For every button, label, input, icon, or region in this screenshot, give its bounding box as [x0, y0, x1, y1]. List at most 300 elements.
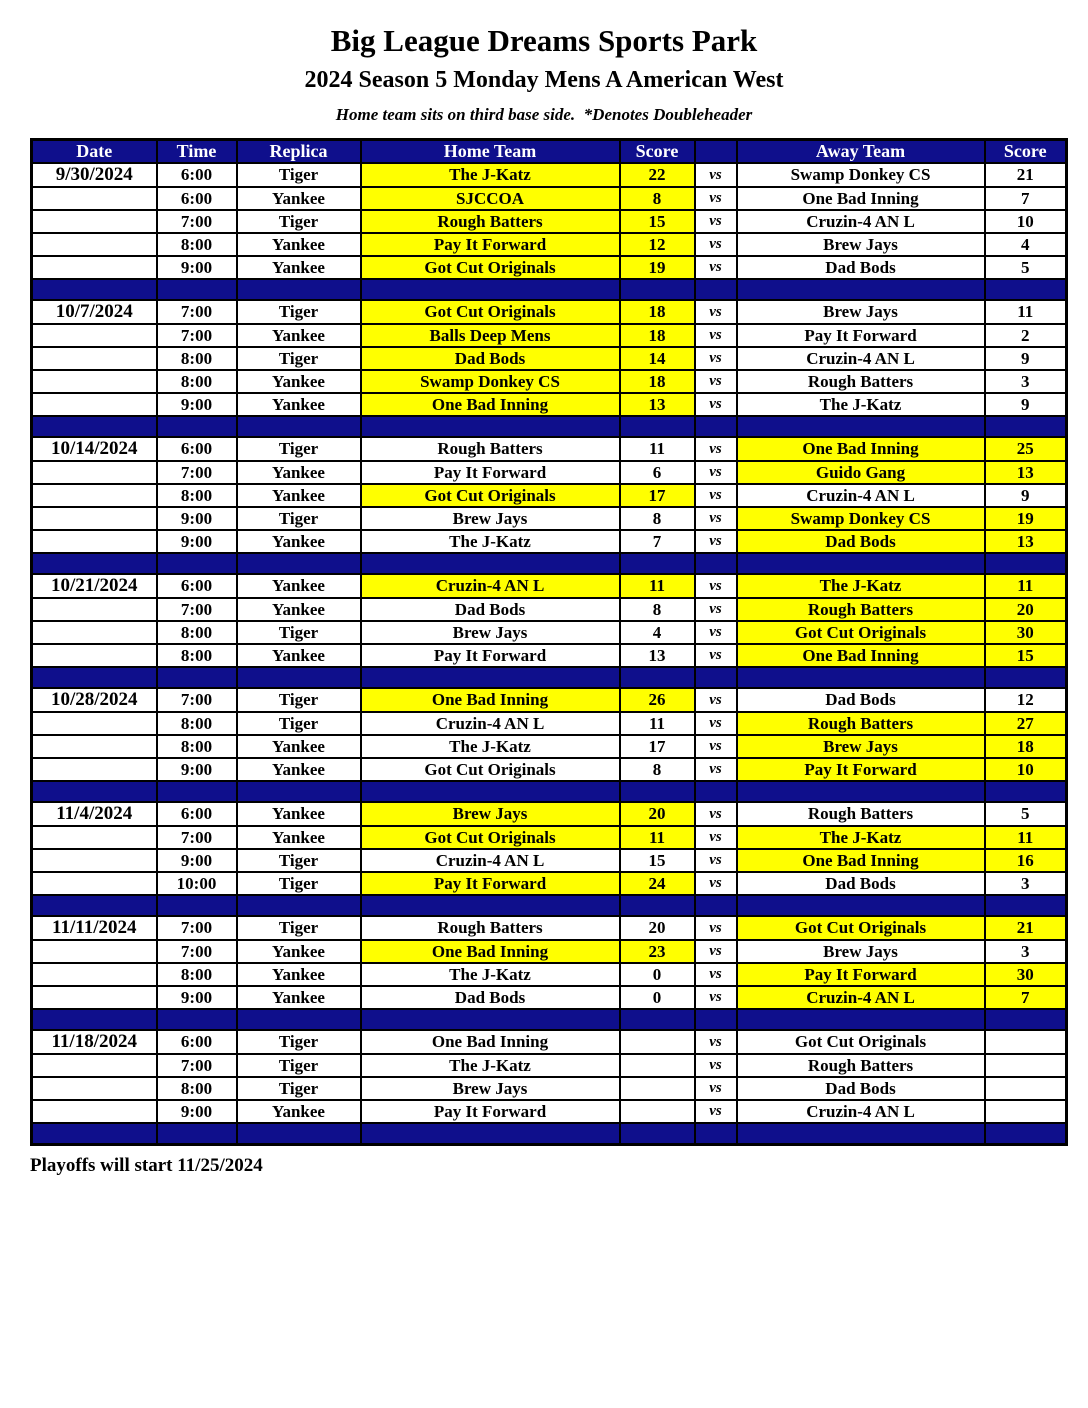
- separator-cell: [32, 781, 157, 802]
- separator-cell: [361, 279, 620, 300]
- separator-cell: [695, 781, 737, 802]
- home-score-cell: 22: [620, 163, 695, 187]
- away-score-cell: 27: [985, 712, 1067, 735]
- vs-cell: vs: [695, 802, 737, 826]
- game-row: [32, 256, 1067, 279]
- separator-cell: [32, 1009, 157, 1030]
- game-row: [32, 1077, 1067, 1100]
- vs-cell: vs: [695, 1077, 737, 1100]
- home-score-cell: 19: [620, 256, 695, 279]
- separator-cell: [237, 1123, 361, 1144]
- game-row: [32, 986, 1067, 1009]
- date-cell: [32, 849, 157, 872]
- separator-cell: [157, 1123, 237, 1144]
- home-score-cell: 11: [620, 826, 695, 849]
- time-cell: 6:00: [157, 187, 237, 210]
- home-team-cell: Cruzin-4 AN L: [361, 849, 620, 872]
- home-score-cell: 20: [620, 916, 695, 940]
- home-score-cell: 24: [620, 872, 695, 895]
- away-score-cell: 18: [985, 735, 1067, 758]
- replica-cell: Tiger: [237, 621, 361, 644]
- date-cell: [32, 233, 157, 256]
- separator-cell: [985, 781, 1067, 802]
- time-cell: 6:00: [157, 1030, 237, 1054]
- replica-cell: Yankee: [237, 256, 361, 279]
- date-cell: [32, 986, 157, 1009]
- time-cell: 7:00: [157, 210, 237, 233]
- game-row: [32, 484, 1067, 507]
- game-row: [32, 324, 1067, 347]
- replica-cell: Yankee: [237, 802, 361, 826]
- separator-cell: [737, 553, 985, 574]
- home-team-cell: Dad Bods: [361, 598, 620, 621]
- separator-row: [32, 895, 1067, 916]
- home-team-cell: Rough Batters: [361, 437, 620, 461]
- home-team-cell: The J-Katz: [361, 735, 620, 758]
- col-header-away-score: Score: [985, 140, 1067, 164]
- date-cell: [32, 712, 157, 735]
- home-team-cell: Rough Batters: [361, 916, 620, 940]
- home-team-cell: Pay It Forward: [361, 233, 620, 256]
- away-team-cell: Got Cut Originals: [737, 1030, 985, 1054]
- header-row: [32, 140, 1067, 164]
- away-score-cell: 9: [985, 393, 1067, 416]
- separator-cell: [620, 279, 695, 300]
- date-cell: [32, 826, 157, 849]
- vs-cell: vs: [695, 849, 737, 872]
- vs-cell: vs: [695, 621, 737, 644]
- home-score-cell: 18: [620, 324, 695, 347]
- home-score-cell: 11: [620, 437, 695, 461]
- date-cell: [32, 210, 157, 233]
- replica-cell: Yankee: [237, 986, 361, 1009]
- page-subtitle: 2024 Season 5 Monday Mens A American West: [304, 67, 784, 94]
- replica-cell: Tiger: [237, 300, 361, 324]
- separator-cell: [620, 667, 695, 688]
- vs-cell: vs: [695, 210, 737, 233]
- away-team-cell: One Bad Inning: [737, 187, 985, 210]
- separator-row: [32, 553, 1067, 574]
- home-score-cell: 15: [620, 849, 695, 872]
- replica-cell: Tiger: [237, 872, 361, 895]
- replica-cell: Tiger: [237, 507, 361, 530]
- separator-cell: [695, 895, 737, 916]
- time-cell: 8:00: [157, 712, 237, 735]
- vs-cell: vs: [695, 484, 737, 507]
- separator-cell: [361, 1123, 620, 1144]
- home-team-cell: The J-Katz: [361, 530, 620, 553]
- away-team-cell: Rough Batters: [737, 598, 985, 621]
- away-score-cell: 10: [985, 758, 1067, 781]
- home-score-cell: 0: [620, 986, 695, 1009]
- away-team-cell: Got Cut Originals: [737, 916, 985, 940]
- vs-cell: vs: [695, 256, 737, 279]
- separator-cell: [985, 895, 1067, 916]
- game-row: [32, 1054, 1067, 1077]
- time-cell: 8:00: [157, 370, 237, 393]
- away-score-cell: 16: [985, 849, 1067, 872]
- game-row: [32, 461, 1067, 484]
- away-score-cell: 3: [985, 940, 1067, 963]
- home-team-cell: The J-Katz: [361, 1054, 620, 1077]
- away-score-cell: 12: [985, 688, 1067, 712]
- home-team-cell: Got Cut Originals: [361, 758, 620, 781]
- home-team-cell: Brew Jays: [361, 621, 620, 644]
- time-cell: 7:00: [157, 324, 237, 347]
- away-score-cell: 10: [985, 210, 1067, 233]
- date-cell: [32, 1100, 157, 1123]
- time-cell: 8:00: [157, 963, 237, 986]
- date-cell: [32, 370, 157, 393]
- date-cell: 9/30/2024: [32, 163, 157, 187]
- away-team-cell: Cruzin-4 AN L: [737, 986, 985, 1009]
- replica-cell: Tiger: [237, 437, 361, 461]
- home-team-cell: Got Cut Originals: [361, 300, 620, 324]
- vs-cell: vs: [695, 1100, 737, 1123]
- home-score-cell: 7: [620, 530, 695, 553]
- away-team-cell: Got Cut Originals: [737, 621, 985, 644]
- separator-cell: [737, 781, 985, 802]
- game-row: [32, 758, 1067, 781]
- date-cell: [32, 256, 157, 279]
- home-team-cell: Got Cut Originals: [361, 826, 620, 849]
- vs-cell: vs: [695, 598, 737, 621]
- vs-cell: vs: [695, 300, 737, 324]
- vs-cell: vs: [695, 393, 737, 416]
- replica-cell: Tiger: [237, 1030, 361, 1054]
- away-score-cell: 21: [985, 916, 1067, 940]
- time-cell: 9:00: [157, 256, 237, 279]
- away-team-cell: One Bad Inning: [737, 644, 985, 667]
- date-cell: 10/14/2024: [32, 437, 157, 461]
- away-score-cell: 2: [985, 324, 1067, 347]
- away-team-cell: One Bad Inning: [737, 437, 985, 461]
- time-cell: 9:00: [157, 1100, 237, 1123]
- away-team-cell: Guido Gang: [737, 461, 985, 484]
- game-row: [32, 347, 1067, 370]
- separator-cell: [695, 667, 737, 688]
- time-cell: 6:00: [157, 802, 237, 826]
- time-cell: 7:00: [157, 461, 237, 484]
- separator-cell: [737, 1123, 985, 1144]
- replica-cell: Yankee: [237, 826, 361, 849]
- separator-cell: [361, 553, 620, 574]
- separator-cell: [237, 553, 361, 574]
- away-team-cell: Brew Jays: [737, 735, 985, 758]
- separator-cell: [695, 553, 737, 574]
- away-score-cell: 21: [985, 163, 1067, 187]
- game-row: [32, 826, 1067, 849]
- away-score-cell: 7: [985, 187, 1067, 210]
- separator-cell: [695, 1123, 737, 1144]
- separator-cell: [361, 1009, 620, 1030]
- date-cell: [32, 940, 157, 963]
- vs-cell: vs: [695, 916, 737, 940]
- date-cell: [32, 735, 157, 758]
- replica-cell: Yankee: [237, 940, 361, 963]
- time-cell: 8:00: [157, 233, 237, 256]
- home-score-cell: 15: [620, 210, 695, 233]
- game-row: [32, 437, 1067, 461]
- game-row: [32, 802, 1067, 826]
- game-row: [32, 849, 1067, 872]
- home-team-cell: Balls Deep Mens: [361, 324, 620, 347]
- game-row: [32, 621, 1067, 644]
- separator-cell: [985, 279, 1067, 300]
- home-score-cell: 4: [620, 621, 695, 644]
- time-cell: 8:00: [157, 735, 237, 758]
- game-row: [32, 300, 1067, 324]
- home-score-cell: 0: [620, 963, 695, 986]
- col-header-away-team: Away Team: [737, 140, 985, 164]
- date-cell: [32, 1077, 157, 1100]
- separator-row: [32, 667, 1067, 688]
- vs-cell: vs: [695, 963, 737, 986]
- replica-cell: Tiger: [237, 849, 361, 872]
- date-cell: [32, 347, 157, 370]
- game-row: [32, 963, 1067, 986]
- game-row: [32, 872, 1067, 895]
- away-team-cell: Pay It Forward: [737, 758, 985, 781]
- col-header-time: Time: [157, 140, 237, 164]
- replica-cell: Yankee: [237, 530, 361, 553]
- home-team-cell: Got Cut Originals: [361, 484, 620, 507]
- page-title: Big League Dreams Sports Park: [330, 23, 758, 58]
- col-header-vs: [695, 140, 737, 164]
- home-team-cell: Pay It Forward: [361, 872, 620, 895]
- separator-cell: [32, 895, 157, 916]
- away-team-cell: Pay It Forward: [737, 324, 985, 347]
- separator-cell: [361, 781, 620, 802]
- vs-cell: vs: [695, 461, 737, 484]
- separator-row: [32, 416, 1067, 437]
- col-header-date: Date: [32, 140, 157, 164]
- separator-cell: [157, 895, 237, 916]
- away-score-cell: 5: [985, 802, 1067, 826]
- home-score-cell: [620, 1030, 695, 1054]
- date-cell: [32, 621, 157, 644]
- vs-cell: vs: [695, 940, 737, 963]
- away-team-cell: Brew Jays: [737, 940, 985, 963]
- replica-cell: Tiger: [237, 1054, 361, 1077]
- time-cell: 8:00: [157, 347, 237, 370]
- vs-cell: vs: [695, 233, 737, 256]
- separator-cell: [32, 667, 157, 688]
- separator-cell: [620, 895, 695, 916]
- home-team-cell: Dad Bods: [361, 986, 620, 1009]
- time-cell: 7:00: [157, 916, 237, 940]
- home-team-cell: Swamp Donkey CS: [361, 370, 620, 393]
- home-score-cell: 17: [620, 484, 695, 507]
- game-row: [32, 712, 1067, 735]
- vs-cell: vs: [695, 324, 737, 347]
- vs-cell: vs: [695, 437, 737, 461]
- game-row: [32, 507, 1067, 530]
- away-score-cell: 25: [985, 437, 1067, 461]
- date-cell: [32, 393, 157, 416]
- vs-cell: vs: [695, 370, 737, 393]
- away-team-cell: Brew Jays: [737, 233, 985, 256]
- replica-cell: Tiger: [237, 347, 361, 370]
- away-team-cell: Swamp Donkey CS: [737, 507, 985, 530]
- home-score-cell: 11: [620, 712, 695, 735]
- home-team-cell: Rough Batters: [361, 210, 620, 233]
- replica-cell: Yankee: [237, 644, 361, 667]
- home-team-cell: One Bad Inning: [361, 1030, 620, 1054]
- vs-cell: vs: [695, 347, 737, 370]
- away-team-cell: Rough Batters: [737, 802, 985, 826]
- away-team-cell: Brew Jays: [737, 300, 985, 324]
- away-score-cell: 9: [985, 347, 1067, 370]
- separator-cell: [620, 553, 695, 574]
- home-team-cell: Pay It Forward: [361, 461, 620, 484]
- separator-cell: [620, 781, 695, 802]
- date-cell: [32, 758, 157, 781]
- away-score-cell: 5: [985, 256, 1067, 279]
- home-team-cell: Brew Jays: [361, 507, 620, 530]
- game-row: [32, 940, 1067, 963]
- home-score-cell: [620, 1054, 695, 1077]
- game-row: [32, 370, 1067, 393]
- time-cell: 9:00: [157, 393, 237, 416]
- away-score-cell: 9: [985, 484, 1067, 507]
- col-header-home-team: Home Team: [361, 140, 620, 164]
- date-cell: [32, 461, 157, 484]
- home-score-cell: 13: [620, 393, 695, 416]
- time-cell: 8:00: [157, 1077, 237, 1100]
- separator-cell: [237, 895, 361, 916]
- away-team-cell: Cruzin-4 AN L: [737, 1100, 985, 1123]
- away-score-cell: 20: [985, 598, 1067, 621]
- home-team-cell: Brew Jays: [361, 802, 620, 826]
- home-team-cell: Pay It Forward: [361, 1100, 620, 1123]
- replica-cell: Yankee: [237, 484, 361, 507]
- date-cell: [32, 324, 157, 347]
- replica-cell: Tiger: [237, 916, 361, 940]
- time-cell: 7:00: [157, 940, 237, 963]
- home-score-cell: 18: [620, 300, 695, 324]
- replica-cell: Yankee: [237, 187, 361, 210]
- replica-cell: Yankee: [237, 758, 361, 781]
- away-team-cell: Rough Batters: [737, 1054, 985, 1077]
- time-cell: 8:00: [157, 621, 237, 644]
- away-score-cell: 11: [985, 300, 1067, 324]
- separator-cell: [237, 1009, 361, 1030]
- replica-cell: Yankee: [237, 324, 361, 347]
- col-header-replica: Replica: [237, 140, 361, 164]
- separator-cell: [361, 416, 620, 437]
- away-score-cell: 13: [985, 530, 1067, 553]
- away-team-cell: The J-Katz: [737, 574, 985, 598]
- away-team-cell: Dad Bods: [737, 688, 985, 712]
- vs-cell: vs: [695, 574, 737, 598]
- separator-cell: [237, 416, 361, 437]
- game-row: [32, 574, 1067, 598]
- vs-cell: vs: [695, 1054, 737, 1077]
- date-cell: [32, 484, 157, 507]
- separator-cell: [695, 416, 737, 437]
- game-row: [32, 916, 1067, 940]
- vs-cell: vs: [695, 163, 737, 187]
- game-row: [32, 530, 1067, 553]
- game-row: [32, 1100, 1067, 1123]
- separator-cell: [237, 667, 361, 688]
- separator-cell: [737, 667, 985, 688]
- away-score-cell: 19: [985, 507, 1067, 530]
- time-cell: 8:00: [157, 644, 237, 667]
- vs-cell: vs: [695, 507, 737, 530]
- home-team-cell: Cruzin-4 AN L: [361, 712, 620, 735]
- away-score-cell: 7: [985, 986, 1067, 1009]
- game-row: [32, 735, 1067, 758]
- home-score-cell: 20: [620, 802, 695, 826]
- time-cell: 7:00: [157, 826, 237, 849]
- time-cell: 8:00: [157, 484, 237, 507]
- replica-cell: Yankee: [237, 233, 361, 256]
- separator-cell: [157, 781, 237, 802]
- away-team-cell: One Bad Inning: [737, 849, 985, 872]
- away-team-cell: Cruzin-4 AN L: [737, 210, 985, 233]
- home-score-cell: 14: [620, 347, 695, 370]
- vs-cell: vs: [695, 712, 737, 735]
- home-score-cell: 13: [620, 644, 695, 667]
- home-team-cell: One Bad Inning: [361, 940, 620, 963]
- replica-cell: Yankee: [237, 461, 361, 484]
- away-score-cell: 4: [985, 233, 1067, 256]
- away-score-cell: 3: [985, 872, 1067, 895]
- separator-cell: [620, 416, 695, 437]
- away-score-cell: [985, 1054, 1067, 1077]
- date-cell: [32, 644, 157, 667]
- home-score-cell: [620, 1077, 695, 1100]
- game-row: [32, 393, 1067, 416]
- replica-cell: Tiger: [237, 210, 361, 233]
- time-cell: 7:00: [157, 300, 237, 324]
- away-team-cell: The J-Katz: [737, 393, 985, 416]
- time-cell: 9:00: [157, 758, 237, 781]
- separator-cell: [157, 667, 237, 688]
- away-team-cell: Dad Bods: [737, 872, 985, 895]
- date-cell: 10/7/2024: [32, 300, 157, 324]
- away-score-cell: [985, 1100, 1067, 1123]
- away-team-cell: Dad Bods: [737, 1077, 985, 1100]
- vs-cell: vs: [695, 735, 737, 758]
- time-cell: 9:00: [157, 849, 237, 872]
- home-score-cell: 23: [620, 940, 695, 963]
- away-score-cell: 30: [985, 963, 1067, 986]
- replica-cell: Tiger: [237, 688, 361, 712]
- away-score-cell: 15: [985, 644, 1067, 667]
- separator-cell: [361, 895, 620, 916]
- away-team-cell: Cruzin-4 AN L: [737, 484, 985, 507]
- date-cell: [32, 1054, 157, 1077]
- away-score-cell: [985, 1030, 1067, 1054]
- separator-cell: [985, 667, 1067, 688]
- home-team-cell: One Bad Inning: [361, 688, 620, 712]
- vs-cell: vs: [695, 688, 737, 712]
- away-score-cell: [985, 1077, 1067, 1100]
- date-cell: [32, 530, 157, 553]
- away-team-cell: Dad Bods: [737, 530, 985, 553]
- home-team-cell: Pay It Forward: [361, 644, 620, 667]
- separator-cell: [620, 1123, 695, 1144]
- date-cell: 10/28/2024: [32, 688, 157, 712]
- home-score-cell: 26: [620, 688, 695, 712]
- home-team-cell: SJCCOA: [361, 187, 620, 210]
- date-cell: [32, 872, 157, 895]
- away-score-cell: 3: [985, 370, 1067, 393]
- separator-cell: [361, 667, 620, 688]
